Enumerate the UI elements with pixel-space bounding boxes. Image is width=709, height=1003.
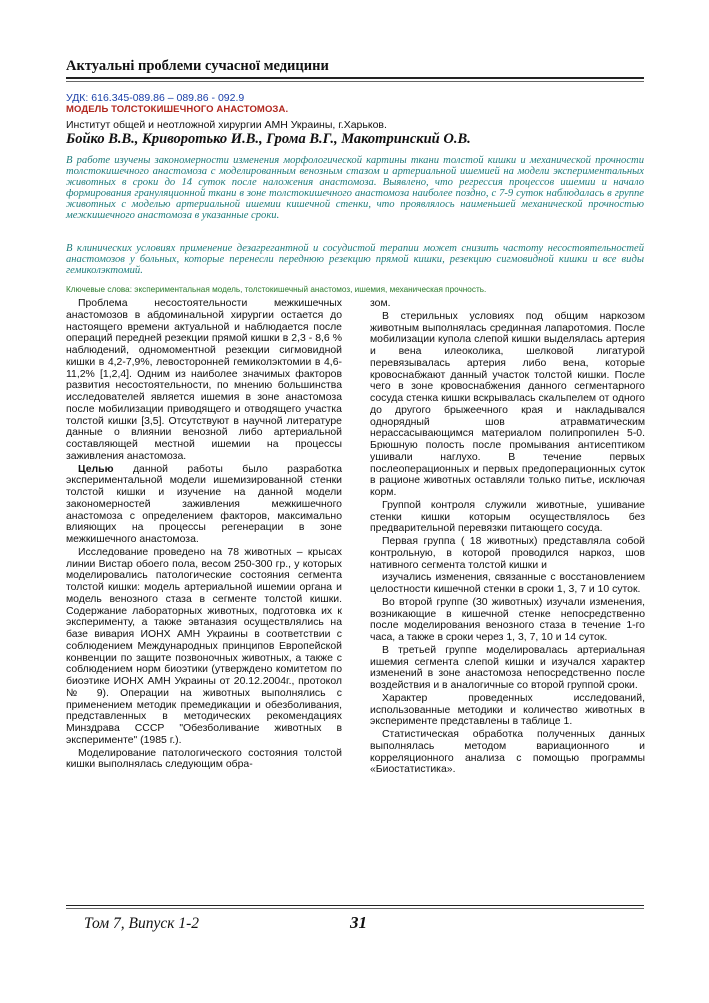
body-paragraph: Проблема несостоятельности межкишечных анастомозов в абдоминальной хирургии остается до настоящего времени актуальной и наблюдается после операций передней резекции прямой кишки в 2,3 - 8,6 % наблюдений, одномоментной резекции сигмовидной кишки в 4,2-7,9%, левосторонней гемиколэктомии в 4,6-11,2% [1,2,4]. Одним из наиболее значимых факторов развития несостоятельности, по мнению большинства исследователей является ишемия в зоне анастомоза после мобилизации приводящего и отводящего участка толстой кишки [3,5]. Отсутствуют в научной литературе данные о влиянии венозной либо артериальной составляющей местной ишемии на процессы заживления анастомоза. <box>66 298 342 462</box>
right-column <box>370 298 645 776</box>
abstract-paragraph-1: В работе изучены закономерности изменения морфологической картины ткани толстой кишки и механической прочности толстокишечного анастомоза с моделированным венозным стазом и артериальной ишемией на модели экспериментальных животных в сроки до 14 суток после наложения анастомоза. Выявлено, что регрессия процессов ишемии и начало формирования грануляционной ткани в зоне толстокишечного анастомоза наиболее позднo, с 7-9 суток наблюдалась в группе животных с моделью артериальной ишемии кишечной стенки, что проявлялось наименьшей механической прочностью межкишечного анастомоза в указанные сроки. <box>66 155 644 222</box>
udk-code: УДК: 616.345-089.86 – 089.86 - 092.9 <box>66 92 245 104</box>
body-paragraph: Группой контроля служили животные, ушивание стенки кишки которым осуществлялось без предварительной перевязки питающего сосуда. <box>370 499 645 535</box>
goal-text: данной работы было разработка экспериментальной модели ишемизированной стенки толстой кишки и изучение на данной модели закономерностей заживления межкишечного анастомоза с определением факторов, максимально влияющих на процессы регенерации в зоне межкишечного анастомоза. <box>66 463 342 545</box>
footer-rule-thin <box>66 908 644 909</box>
body-paragraph: Статистическая обработка полученных данных выполнялась методом вариационного и корреляционного анализа с помощью программы «Биостатистика». <box>370 729 645 776</box>
abstract-paragraph-2: В клинических условиях применение дезагрегантной и сосудистой терапии может снизить частоту несостоятельностей анастомозов у больных, которые перенесли переднюю резекцию прямой кишки, резекцию сигмовидной кишки и все виды гемиколэктомий. <box>66 243 644 277</box>
body-paragraph: изучались изменения, связанные с восстановлением целостности кишечной стенки в сроки 1, 3, 7 и 10 суток. <box>370 572 645 595</box>
body-paragraph: Характер проведенных исследований, использованные методики и количество животных в эксперименте представлены в таблице 1. <box>370 692 645 728</box>
volume-label: Том 7, Випуск 1-2 <box>84 915 200 932</box>
body-paragraph: Моделирование патологического состояния толстой кишки выполнялась следующим обра- <box>66 747 342 771</box>
body-paragraph: В третьей группе моделировалась артериальная ишемия сегмента слепой кишки и изучался характер изменений в зоне анастомоза непосредственно после воздействия и в аналогичные со второй группой сроки. <box>370 644 645 691</box>
body-paragraph: Исследование проведено на 78 животных – крысах линии Вистар обоего пола, весом 250-300 гр., у которых моделировались патологические состояния сегмента толстой кишки: модель артериальной ишемии органа и модель венозного стаза в сегменте толстой кишки. Содержание лабораторных животных, подготовка их к эксперименту, а также эвтаназия осуществлялись на базе вивария ИОНХ АМН Украины в соответствии с соблюдением Международных принципов Европейской конвенции по защите позвоночных животных, а также с соблюдением норм биоэтики (утверждено комитетом по биоэтике ИОНХ АМН Украины от 20.12.2004г., протокол № 9). Операции на животных выполнялись с применением методик премедикации и обезболивания, представленных в методических рекомендациях Минздрава СССР "Обезболивание животных в эксперименте" (1985 г.). <box>66 546 342 746</box>
footer-rule <box>66 905 644 906</box>
authors-line: Бойко В.В., Криворотько И.В., Грома В.Г., Макотринский О.В. <box>66 131 471 147</box>
institute-affiliation: Институт общей и неотложной хирургии АМН Украины, г.Харьков. <box>66 119 387 131</box>
body-paragraph: Первая группа ( 18 животных) представляла собой контрольную, в которой проводился наркоз, шов нативного сегмента толстой кишки и <box>370 536 645 571</box>
body-paragraph: В стерильных условиях под общим наркозом животным выполнялась срединная лапаротомия. После мобилизации купола слепой кишки выделялась артерия и вена илеоколика, шелковой лигатурой перевязывалась артерия либо вена, которые кровоснабжают данный участок толстой кишки. После чего в зоне кровоснабжения данного сегментарного сосуда стенка кишки вскрывалась скальпелем от одного до другого брыжеечного края и накладывался однорядный шов атравматическим нерассасывающимся материалом полипропилен 5-0. Брюшную полость после промывания антисептиком ушивали наглухо. В течение первых послеоперационных и первых предоперационных суток в рационе животных оставляли только питье, исключая корм. <box>370 310 645 498</box>
keywords-line: Ключевые слова: экспериментальная модель, толстокишечный анастомоз, ишемия, механическая прочность. <box>66 285 487 294</box>
page-number: 31 <box>350 913 367 932</box>
journal-title: Актуальні проблеми сучасної медицини <box>66 58 329 74</box>
body-paragraph <box>66 464 342 546</box>
left-column <box>66 298 342 771</box>
goal-keyword: Целью <box>78 463 114 475</box>
body-paragraph-continued: зом. <box>370 298 391 309</box>
header-rule-thin <box>66 81 644 82</box>
header-rule <box>66 77 644 79</box>
article-title: МОДЕЛЬ ТОЛСТОКИШЕЧНОГО АНАСТОМОЗА. <box>66 104 289 115</box>
body-paragraph: Во второй группе (30 животных) изучали изменения, возникающие в кишечной стенке непосредственно после моделирования венозного стаза в течение 1-го часа, а также в сроки через 1, 3, 7, 10 и 14 суток. <box>370 596 645 643</box>
